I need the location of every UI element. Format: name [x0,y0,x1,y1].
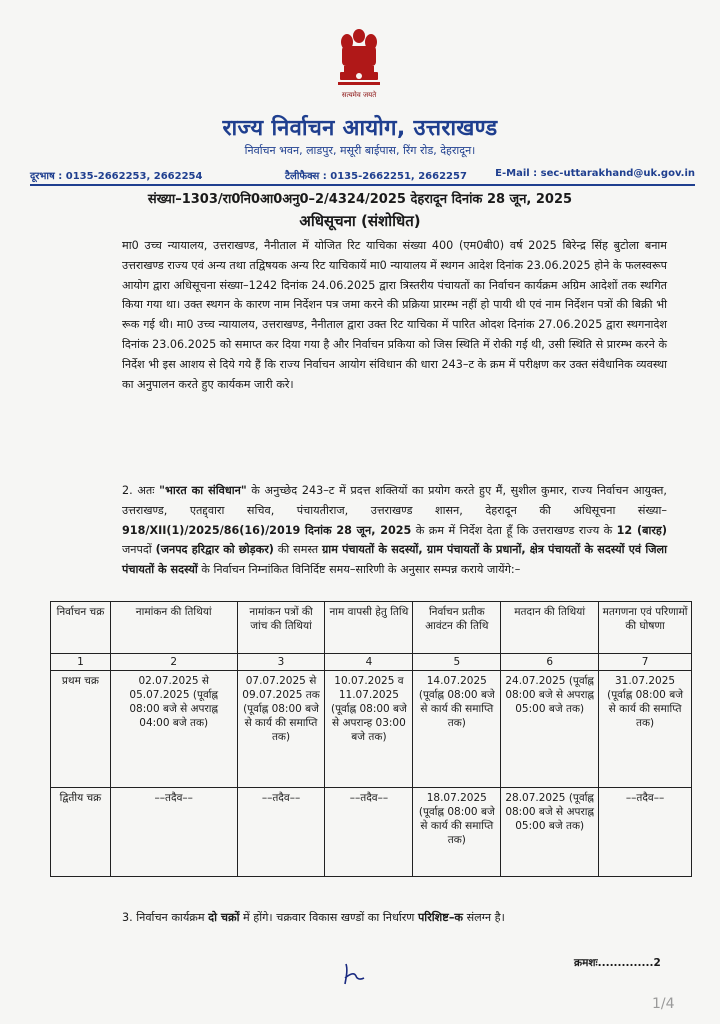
table-cell: 10.07.2025 व 11.07.2025 (पूर्वाह्न 08:00 बजे से अपरान्ह 03:00 बजे तक) [325,671,413,788]
header-cell: निर्वाचन चक्र [51,602,111,654]
table-header-row [51,602,692,654]
column-number: 4 [325,654,413,671]
page-indicator[interactable]: 1/4 [652,996,675,1012]
notification-reference: 918/XII(1)/2025/86(16)/2019 दिनांक 28 जून, 2025 [122,523,412,537]
notice-heading: अधिसूचना (संशोधित) [299,212,421,230]
header-cell: निर्वाचन प्रतीक आवंटन की तिथि [413,602,501,654]
header-cell: मतदान की तिथियां [501,602,599,654]
table-row [51,788,692,877]
signature-mark [340,960,370,988]
emblem-motto: सत्यमेव जयते [341,91,377,99]
table-cell: 31.07.2025 (पूर्वाह्न 08:00 बजे से कार्य की समाप्ति तक) [599,671,692,788]
column-number: 6 [501,654,599,671]
fax-numbers: टैलीफैक्स : 0135-2662251, 2662257 [285,171,467,182]
table-cell: 02.07.2025 से 05.07.2025 (पूर्वाह्न 08:00 बजे से अपराह्न 04:00 बजे तक) [110,671,237,788]
email-address: E-Mail : sec-uttarakhand@uk.gov.in [495,168,695,179]
column-number: 5 [413,654,501,671]
para2-text: के क्रम में निर्देश देता हूँ कि उत्तराखण्ड राज्य के [411,523,617,537]
column-number: 3 [237,654,325,671]
table-cell: 18.07.2025 (पूर्वाह्न 08:00 बजे से कार्य की समाप्ति तक) [413,788,501,877]
column-number: 1 [51,654,111,671]
column-number: 2 [110,654,237,671]
continued-marker: क्रमशः..............2 [574,957,661,969]
header-cell: मतगणना एवं परिणामों की घोषणा [599,602,692,654]
two-phases: दो चक्रों [208,911,240,924]
para2-text: के अनुच्छेद 243–ट में प्रदत्त शक्तियों का प्रयोग करते हुए मैं, सुशील कुमार, राज्य निर्वाचन आयुक्त, उत्तराखण्ड, एतद्द्वारा सचिव, पंचायतीराज, उत्तराखण्ड शासन, देहरादून की अधिसूचना संख्या– [122,484,667,517]
column-number-row [51,654,692,671]
paragraph-1: मा0 उच्च न्यायालय, उत्तराखण्ड, नैनीताल में योजित रिट याचिका संख्या 400 (एम0बी0) वर्ष 2025 बिरेन्द्र सिंह बुटोला बनाम उत्तराखण्ड राज्य एवं अन्य तथा तद्विषयक अन्य रिट याचिकायें मा0 न्यायालय में स्थगन आदेश दिनांक 23.06.2025 होने के फलस्वरूप आयोग द्वारा अधिसूचना संख्या–1242 दिनांक 24.06.2025 द्वारा त्रिस्तरीय पंचायतों का निर्वाचन कार्यक्रम अग्रिम आदेशों तक स्थगित किया गया था। उक्त स्थगन के कारण नाम निर्देशन पत्र जमा करने की प्रक्रिया प्रारम्भ नहीं हो पायी थी एवं नाम निर्देशन पत्रों की बिक्री भी रूक गई थी। मा0 उच्च न्यायालय, उत्तराखण्ड, नैनीताल द्वारा उक्त रिट याचिका में पारित ओदश दिनांक 27.06.2025 द्वारा स्थगनादेश दिनांक 23.06.2025 को समाप्त कर दिया गया है और निर्वाचन प्रकिया को जिस स्थिति में रोकी गई थी, उसी स्थिति से प्रारम्भ करने के निर्देश भी इस आशय से दिये गये हैं कि राज्य निर्वाचन आयोग संविधान की धारा 243–ट के क्रम में परीक्षण कर उक्त संवैधानिक व्यवस्था का अनुपालन करते हुए कार्यकम जारी करे। [122,239,667,391]
constitution-name: "भारत का संविधान" [159,484,247,497]
org-title: राज्य निर्वाचन आयोग, उत्तराखण्ड [222,116,498,141]
table-cell: ––तदैव–– [325,788,413,877]
para2-text: 2. अतः [122,484,160,497]
para2-text: के निर्वाचन निम्नांकित विनिर्दिष्ट समय–सारिणी के अनुसार सम्पन्न कराये जायेंगे:– [197,563,521,577]
paragraph-2 [122,481,667,580]
header-cell: नामांकन पत्रों की जांच की तिथियां [237,602,325,654]
phone-numbers: दूरभाष : 0135-2662253, 2662254 [30,171,203,182]
para2-text: की समस्त [273,543,322,557]
reference-number: संख्या–1303/रा0नि0आ0अनु0–2/4324/2025 देहरादून दिनांक 28 जून, 2025 [147,192,573,207]
para3-text: संलग्न है। [463,911,505,924]
header-divider [30,184,695,186]
table-cell: ––तदैव–– [237,788,325,877]
table-cell: 24.07.2025 (पूर्वाह्न 08:00 बजे से अपराह्न 05:00 बजे तक) [501,671,599,788]
election-posts: ग्राम पंचायतों के सदस्यों, ग्राम पंचायतों के प्रधानों, क्षेत्र पंचायतों के सदस्यों एवं जिला पंचायतों के सदस्यों [122,543,668,577]
org-address: निर्वाचन भवन, लाडपुर, मसूरी बाईपास, रिंग रोड, देहरादून। [244,144,476,157]
table-cell: प्रथम चक्र [51,671,111,788]
election-schedule-table [50,601,692,877]
header-cell: नामांकन की तिथियां [110,602,237,654]
para3-text: 3. निर्वाचन कार्यक्रम [122,911,209,924]
table-cell: ––तदैव–– [599,788,692,877]
column-number: 7 [599,654,692,671]
state-emblem [332,26,386,108]
para2-text: जनपदों [122,543,156,557]
para3-text: में होंगे। चक्रवार विकास खण्डों का निर्धारण [239,911,418,924]
table-cell: द्वितीय चक्र [51,788,111,877]
annexure-label: परिशिष्ट–क [417,911,464,924]
district-count: 12 (बारह) [616,523,667,537]
table-row [51,671,692,788]
table-cell: ––तदैव–– [110,788,237,877]
table-cell: 07.07.2025 से 09.07.2025 तक (पूर्वाह्न 08:00 बजे से कार्य की समाप्ति तक) [237,671,325,788]
lion-capital-icon [332,26,386,90]
district-exclusion: (जनपद हरिद्वार को छोड़कर) [155,543,274,557]
table-cell: 14.07.2025 (पूर्वाह्न 08:00 बजे से कार्य की समाप्ति तक) [413,671,501,788]
header-cell: नाम वापसी हेतु तिथि [325,602,413,654]
paragraph-3 [122,909,667,927]
table-cell: 28.07.2025 (पूर्वाह्न 08:00 बजे से अपराह्न 05:00 बजे तक) [501,788,599,877]
